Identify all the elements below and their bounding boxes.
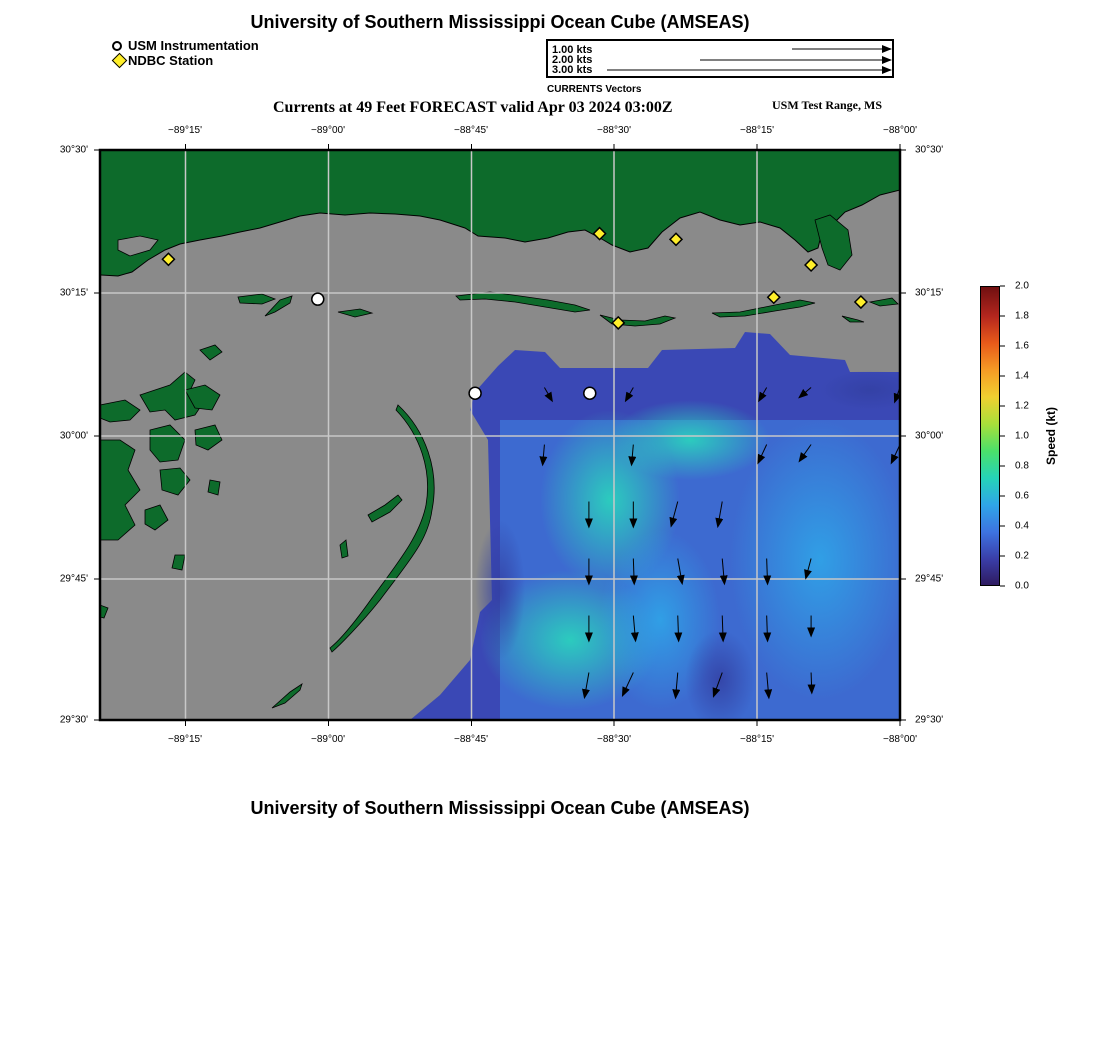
usm-station-marker[interactable] — [584, 387, 596, 399]
y-tick-left-3: 30°00' — [59, 430, 88, 442]
map-area — [100, 150, 920, 730]
colorbar-tick-label: 1.0 — [1015, 430, 1029, 442]
usm-station-marker[interactable] — [312, 293, 324, 305]
x-tick-top-1: −89°15' — [168, 125, 202, 136]
y-tick-right-2: 30°15' — [915, 287, 944, 299]
colorbar-tick-label: 0.4 — [1015, 520, 1029, 532]
colorbar-tick-label: 2.0 — [1015, 280, 1029, 292]
colorbar-tick-label: 0.2 — [1015, 550, 1029, 562]
x-tick-bottom-5: −88°15' — [740, 734, 774, 745]
vector-legend-caption: CURRENTS Vectors — [547, 84, 642, 95]
colorbar-tick-label: 0.6 — [1015, 490, 1029, 502]
x-tick-bottom-6: −88°00' — [883, 734, 917, 745]
vector-scale-arrows — [607, 49, 890, 70]
colorbar-tick-label: 1.4 — [1015, 370, 1029, 382]
map-subtitle: Currents at 49 Feet FORECAST valid Apr 03 2024 03:00Z — [273, 99, 673, 116]
legend-ndbc-label: NDBC Station — [128, 53, 214, 68]
vector-scale-label-3: 3.00 kts — [552, 64, 593, 76]
x-tick-top-5: −88°15' — [740, 125, 774, 136]
x-tick-top-3: −88°45' — [454, 125, 488, 136]
y-tick-left-2: 30°15' — [59, 287, 88, 299]
footer-title: University of Southern Mississippi Ocean Cube (AMSEAS) — [250, 798, 750, 818]
x-tick-top-4: −88°30' — [597, 125, 631, 136]
y-tick-left-1: 30°30' — [59, 144, 88, 156]
colorbar-tick-label: 0.8 — [1015, 460, 1029, 472]
range-label: USM Test Range, MS — [772, 98, 883, 112]
colorbar-ticks — [1000, 280, 1010, 592]
vector-scale-label-1: 1.00 kts — [552, 44, 593, 56]
y-tick-left-5: 29°30' — [59, 714, 88, 726]
current-vector-arrow — [811, 673, 812, 693]
usm-station-marker[interactable] — [469, 387, 481, 399]
colorbar-tick-label: 1.2 — [1015, 400, 1029, 412]
x-tick-bottom-2: −89°00' — [311, 734, 345, 745]
colorbar-tick-label: 1.8 — [1015, 310, 1029, 322]
y-tick-right-5: 29°30' — [915, 714, 944, 726]
x-tick-top-2: −89°00' — [311, 125, 345, 136]
colorbar-tick-label: 1.6 — [1015, 340, 1029, 352]
y-tick-right-4: 29°45' — [915, 573, 944, 585]
x-tick-bottom-4: −88°30' — [597, 734, 631, 745]
map-title: University of Southern Mississippi Ocean Cube (AMSEAS) — [250, 12, 750, 32]
x-tick-bottom-3: −88°45' — [454, 734, 488, 745]
x-tick-bottom-1: −89°15' — [168, 734, 202, 745]
y-tick-right-3: 30°00' — [915, 430, 944, 442]
vector-scale-label-2: 2.00 kts — [552, 54, 593, 66]
colorbar-title: Speed (kt) — [1044, 406, 1058, 466]
colorbar-tick-label: 0.0 — [1015, 580, 1029, 592]
colorbar-frame — [980, 286, 1000, 586]
x-tick-top-6: −88°00' — [883, 125, 917, 136]
y-tick-right-1: 30°30' — [915, 144, 944, 156]
legend-usm-label: USM Instrumentation — [128, 38, 259, 53]
y-tick-left-4: 29°45' — [59, 573, 88, 585]
